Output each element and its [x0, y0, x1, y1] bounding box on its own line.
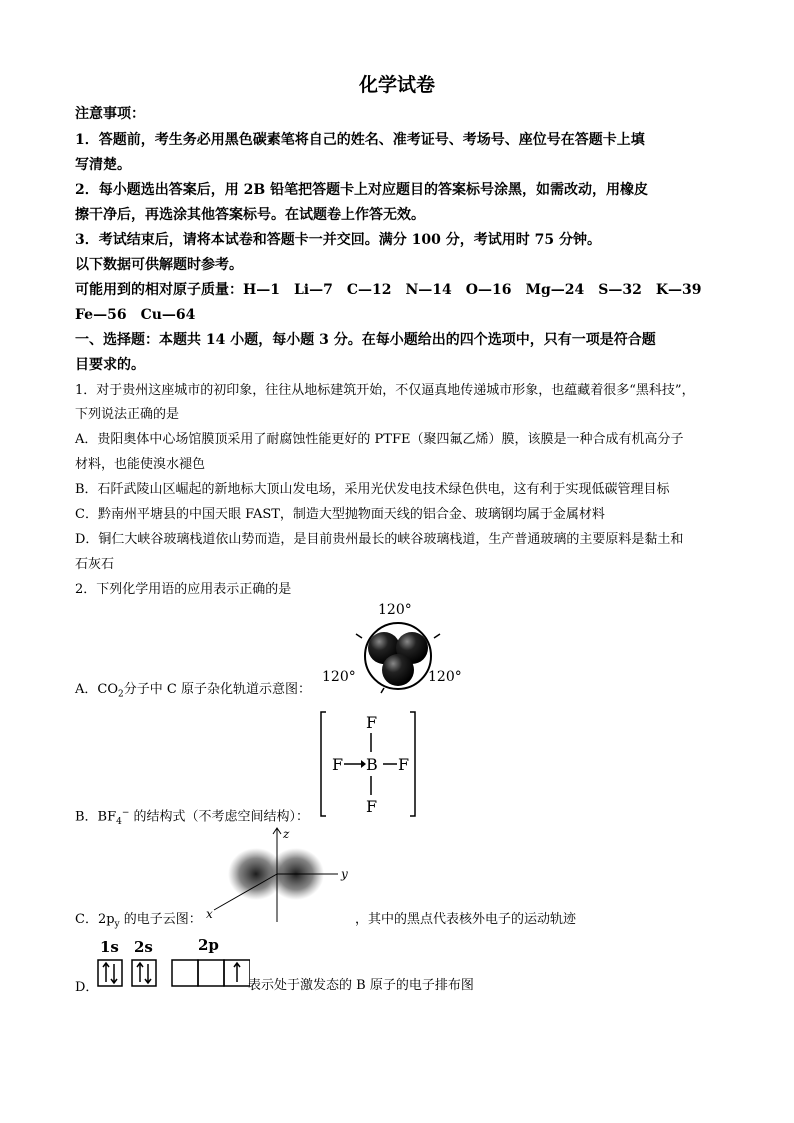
- orbital-box-2p-2: [198, 960, 224, 986]
- bf4-subscript: 4: [116, 816, 122, 827]
- q1-option-a-line1: A．贵阳奥体中心场馆膜顶采用了耐腐蚀性能更好的 PTFE（聚四氟乙烯）膜，该膜是一种合成有机高分子: [75, 432, 684, 447]
- option-a-text: 分子中 C 原子杂化轨道示意图：: [123, 682, 311, 697]
- orbital-1s-label: 1s: [100, 938, 119, 956]
- fluorine-left: F: [332, 755, 344, 774]
- orbital-lobe-3: [382, 654, 414, 686]
- y-axis-label: y: [341, 867, 348, 881]
- q2-stem: 2．下列化学用语的应用表示正确的是: [75, 582, 292, 597]
- q2-option-c-tail: ，其中的黑点代表核外电子的运动轨迹: [355, 912, 577, 927]
- bf4-charge: −: [121, 808, 130, 818]
- option-c-text: 的电子云图：: [119, 912, 202, 927]
- q1-option-d-line2: 石灰石: [75, 557, 115, 572]
- x-axis-label: x: [206, 907, 213, 921]
- fluorine-right: F: [398, 755, 410, 774]
- orbital-box-2p-1: [172, 960, 198, 986]
- right-bracket: [410, 712, 415, 816]
- atomic-masses-b: Fe—56 Cu—64: [75, 307, 196, 323]
- angle-right-label: 120°: [428, 669, 462, 685]
- section-heading-a: 一、选择题：本题共 14 小题，每小题 3 分。在每小题给出的四个选项中，只有一项是符合题: [75, 332, 656, 348]
- notice-item-2b: 擦干净后，再选涂其他答案标号。在试题卷上作答无效。: [75, 207, 425, 223]
- option-a-label: A．: [75, 682, 98, 697]
- data-note: 以下数据可供解题时参考。: [75, 257, 243, 273]
- fluorine-top: F: [366, 713, 378, 732]
- boron-atom: B: [366, 755, 378, 774]
- 2py-subscript: y: [114, 919, 120, 930]
- page-title: 化学试卷: [358, 74, 435, 96]
- q2-option-d-label: D．: [75, 980, 99, 995]
- option-b-text: 的结构式（不考虑空间结构）：: [129, 809, 310, 825]
- electron-configuration-diagram: [94, 934, 250, 994]
- q1-stem-b: 下列说法正确的是: [75, 407, 180, 422]
- bf4-formula: B．BF: [75, 809, 117, 825]
- q1-stem-a: 1．对于贵州这座城市的初印象，往往从地标建筑开始，不仅逼真地传递城市形象，也蕴藏着很多“黑科技”，: [75, 383, 695, 398]
- atomic-masses-a: 可能用到的相对原子质量：H—1 Li—7 C—12 N—14 O—16 Mg—24 S—32 K—39: [75, 282, 702, 298]
- z-axis-label: z: [283, 827, 290, 841]
- fluorine-bottom: F: [366, 797, 378, 816]
- option-c-label: C．2p: [75, 912, 115, 927]
- section-heading-b: 目要求的。: [75, 357, 145, 373]
- q2-option-d-text: 表示处于激发态的 B 原子的电子排布图: [248, 978, 474, 993]
- q2-option-c: [75, 910, 202, 935]
- co2-subscript: 2: [118, 689, 124, 700]
- angle-left-label: 120°: [322, 669, 356, 685]
- co2-formula: CO: [97, 682, 118, 697]
- q1-option-d-line1: D．铜仁大峡谷玻璃栈道依山势而造，是目前贵州最长的峡谷玻璃栈道，生产普通玻璃的主要原料是黏土和: [75, 532, 684, 547]
- orbital-box-1s: [98, 960, 122, 986]
- orbital-2s-label: 2s: [134, 938, 153, 956]
- bf4-structure-diagram: [318, 708, 428, 820]
- orbital-box-2s: [132, 960, 156, 986]
- electron-cloud-diagram: [200, 826, 350, 924]
- notice-item-1a: 1．答题前，考生务必用黑色碳素笔将自己的姓名、准考证号、考场号、座位号在答题卡上填: [75, 132, 645, 148]
- orbital-2p-label: 2p: [198, 936, 219, 954]
- angle-top-label: 120°: [378, 602, 412, 618]
- q1-option-a-line2: 材料，也能使溴水褪色: [75, 457, 206, 472]
- q2-option-a: [75, 680, 311, 705]
- q1-option-c: C．黔南州平塘县的中国天眼 FAST，制造大型抛物面天线的铝合金、玻璃钢均属于金属材料: [75, 507, 605, 522]
- notice-heading: 注意事项：: [75, 106, 145, 122]
- hybrid-orbital-diagram: [318, 596, 478, 696]
- q1-option-b: B．石阡武陵山区崛起的新地标大顶山发电场，采用光伏发电技术绿色供电，这有利于实现低碳管理目标: [75, 482, 670, 497]
- notice-item-3: 3．考试结束后，请将本试卷和答题卡一并交回。满分 100 分，考试用时 75 分钟。: [75, 232, 601, 248]
- notice-item-1b: 写清楚。: [75, 157, 131, 173]
- notice-item-2a: 2．每小题选出答案后，用 2B 铅笔把答题卡上对应题目的答案标号涂黑，如需改动，用橡皮: [75, 182, 649, 198]
- left-bracket: [321, 712, 326, 816]
